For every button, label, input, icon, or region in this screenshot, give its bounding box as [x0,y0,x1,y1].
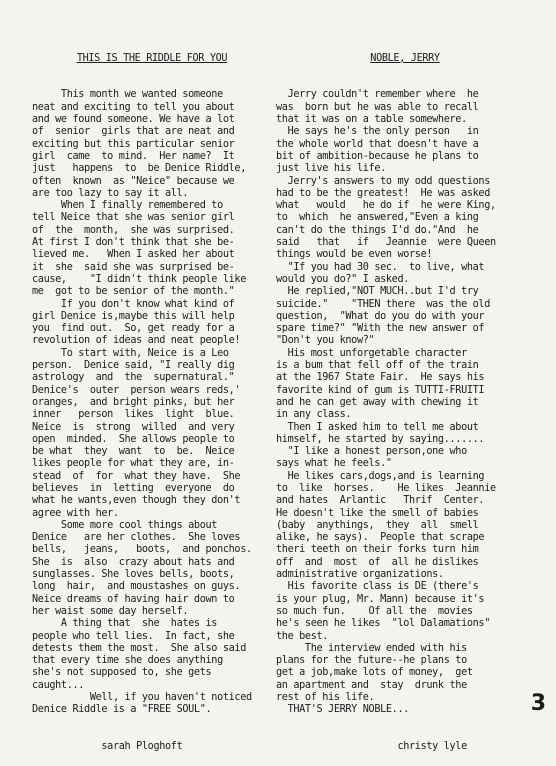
riddle-line: often known as "Neice" because we [32,175,235,187]
riddle-line: that every time she does anything [32,655,223,667]
riddle-line: cause, "I didn't think people like [32,273,246,285]
noble-line: "If you had 30 sec. to live, what [276,261,485,273]
riddle-line: Well, if you haven't noticed [32,692,252,704]
riddle-line: tell Neice that she was senior girl [32,212,235,224]
riddle-line: people who tell lies. In fact, she [32,630,235,642]
noble-line: to like horses. He likes Jeannie [276,482,496,494]
riddle-line: me got to be senior of the month." [32,286,235,298]
noble-line: what would he do if he were King, [276,200,496,212]
noble-line: He replied,"NOT MUCH..but I'd try [276,286,479,298]
riddle-line: of the month, she was surprised. [32,224,235,236]
riddle-line: inner person likes light blue. [32,409,235,421]
riddle-line: her waist some day herself. [32,605,189,617]
riddle-line: what he wants,even though they don't [32,495,241,507]
noble-line: at the 1967 State Fair. He says his [276,372,485,384]
noble-article-signature: christy lyle [276,741,467,753]
riddle-line: detests them the most. She also said [32,642,246,654]
riddle-line: bells, jeans, boots, and ponchos. [32,544,252,556]
riddle-line: astrology and the supernatural." [32,372,235,384]
riddle-article-signature: sarah Ploghoft [32,741,183,753]
noble-line: that it was on a table somewhere. [276,114,467,126]
riddle-article-body [32,89,272,716]
riddle-line: stead of for what they have. She [32,470,241,482]
noble-article-title: NOBLE, JERRY [370,52,440,64]
riddle-line: and we found someone. We have a lot [32,114,235,126]
riddle-line: When I finally remembered to [32,200,223,212]
noble-line: and he can get away with chewing it [276,396,479,408]
noble-line: The interview ended with his [276,642,467,654]
noble-line: he's seen he likes "lol Dalamations" [276,618,490,630]
riddle-line: you find out. So, get ready for a [32,323,235,335]
riddle-article [32,28,272,766]
noble-line: to which he answered,"Even a king [276,212,479,224]
riddle-line: likes people for what they are, in- [32,458,235,470]
riddle-line: At first I don't think that she be- [32,237,235,249]
riddle-line: neat and exciting to tell you about [32,101,235,113]
noble-line: said that if Jeannie were Queen [276,237,496,249]
riddle-line: revolution of ideas and neat people! [32,335,241,347]
noble-line: bit of ambition-because he plans to [276,150,479,162]
riddle-line: Denice's outer person wears reds,' [32,384,241,396]
noble-line: favorite kind of gum is TUTTI-FRUITI [276,384,485,396]
riddle-line: long hair, and moustashes on guys. [32,581,241,593]
riddle-line: Neice is strong willed and very [32,421,235,433]
noble-line: is a bum that fell off of the train [276,360,479,372]
riddle-line: oranges, and bright pinks, but her [32,396,235,408]
riddle-line: caught... [32,679,85,691]
page-number: 3 [530,691,546,716]
noble-line: the whole world that doesn't have a [276,138,479,150]
noble-line: had to be the greatest! He was asked [276,187,490,199]
noble-line: himself, he started by saying....... [276,433,485,445]
noble-line: administrative organizations. [276,569,444,581]
noble-line: and hates Arlantic Thrif Center. [276,495,485,507]
riddle-line: girl came to mind. Her name? It [32,150,235,162]
noble-line: get a job,make lots of money, get [276,667,473,679]
noble-line: His most unforgetable character [276,347,467,359]
noble-line: so much fun. Of all the movies [276,605,473,617]
noble-line: is your plug, Mr. Mann) because it's [276,593,485,605]
noble-line: can't do the things I'd do."And he [276,224,479,236]
riddle-line: girl Denice is,maybe this will help [32,310,235,322]
noble-line: theri teeth on their forks turn him [276,544,479,556]
noble-line: off and most of all he dislikes [276,556,479,568]
noble-line: Jerry couldn't remember where he [276,89,479,101]
riddle-line: open minded. She allows people to [32,433,235,445]
noble-line: question, "What do you do with your [276,310,485,322]
riddle-line: it she said she was surprised be- [32,261,235,273]
noble-line: was born but he was able to recall [276,101,479,113]
noble-line: just live his life. [276,163,386,175]
riddle-line: be what they want to be. Neice [32,446,235,458]
noble-line: rest of his life. [276,692,375,704]
riddle-line: exciting but this particular senior [32,138,235,150]
noble-line: in any class. [276,409,352,421]
noble-line: (baby anythings, they all smell [276,519,479,531]
riddle-line: If you don't know what kind of [32,298,235,310]
noble-line: "I like a honest person,one who [276,446,467,458]
riddle-line: person. Denice said, "I really dig [32,360,235,372]
riddle-line: agree with her. [32,507,119,519]
noble-line: He likes cars,dogs,and is learning [276,470,485,482]
riddle-line: believes in letting everyone do [32,482,235,494]
riddle-line: Some more cool things about [32,519,218,531]
noble-line: spare time?" "With the new answer of [276,323,485,335]
riddle-line: This month we wanted someone [32,89,223,101]
riddle-line: To start with, Neice is a Leo [32,347,229,359]
riddle-line: lieved me. When I asked her about [32,249,235,261]
noble-line: "Don't you know?" [276,335,375,347]
noble-line: He says he's the only person in [276,126,479,138]
noble-line: things would be even worse! [276,249,433,261]
noble-article [276,28,534,766]
noble-line: Then I asked him to tell me about [276,421,479,433]
riddle-line: She is also crazy about hats and [32,556,235,568]
riddle-line: are too lazy to say it all. [32,187,189,199]
noble-line: the best. [276,630,329,642]
noble-line: Jerry's answers to my odd questions [276,175,490,187]
riddle-line: Denice Riddle is a "FREE SOUL". [32,704,212,716]
riddle-article-title: THIS IS THE RIDDLE FOR YOU [76,52,228,64]
riddle-line: sunglasses. She loves bells, boots, [32,569,235,581]
noble-line: would you do?" I asked. [276,273,410,285]
noble-line: suicide." "THEN there was the old [276,298,490,310]
noble-line: THAT'S JERRY NOBLE... [276,704,410,716]
noble-line: alike, he says). People that scrape [276,532,485,544]
riddle-line: Neice dreams of having hair down to [32,593,235,605]
riddle-line: Denice are her clothes. She loves [32,532,241,544]
riddle-line: of senior girls that are neat and [32,126,235,138]
riddle-line: A thing that she hates is [32,618,218,630]
noble-article-body [276,89,534,716]
noble-line: His favorite class is DE (there's [276,581,479,593]
riddle-line: she's not supposed to, she gets [32,667,212,679]
noble-line: He doesn't like the smell of babies [276,507,479,519]
noble-line: says what he feels." [276,458,392,470]
noble-line: plans for the future--he plans to [276,655,467,667]
noble-line: an apartment and stay drunk the [276,679,467,691]
riddle-line: just happens to be Denice Riddle, [32,163,246,175]
